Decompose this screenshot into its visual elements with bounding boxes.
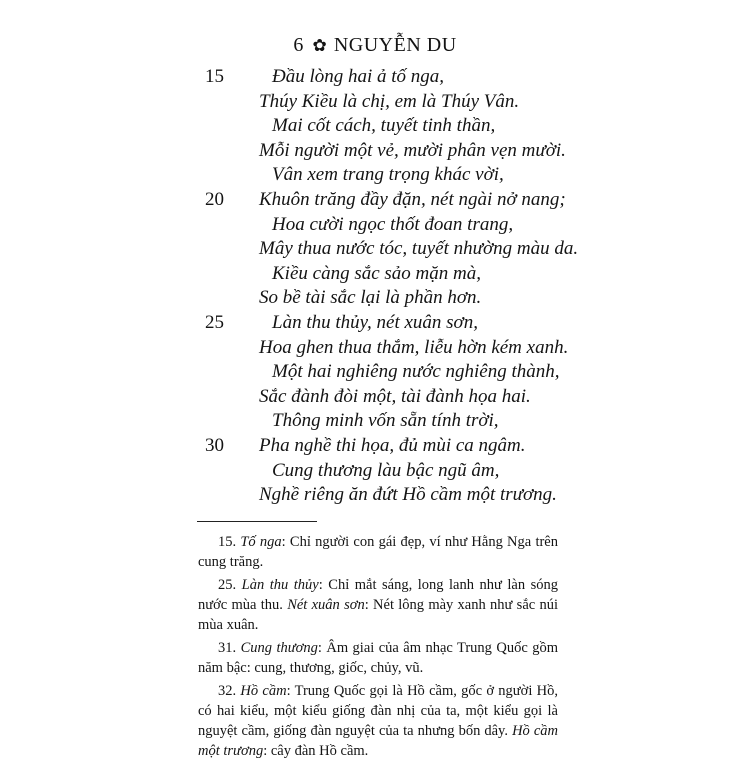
poem-line bbox=[0, 214, 750, 238]
verse-text: Cung thương làu bậc ngũ âm, bbox=[272, 459, 500, 481]
poem-line bbox=[0, 115, 750, 139]
footnote-text: : cây đàn Hồ cầm. bbox=[263, 743, 369, 759]
footnote-term: Hồ cầm bbox=[240, 683, 287, 699]
footnote-term: Nét xuân sơn bbox=[287, 597, 365, 613]
verse-text: Một hai nghiêng nước nghiêng thành, bbox=[272, 361, 560, 383]
author-name: NGUYỄN DU bbox=[333, 34, 457, 56]
line-number: 30 bbox=[205, 435, 224, 456]
footnote-text: : Âm giai của âm nhạc Trung Quốc gồm năm bậc: cung, thương, giốc, chủy, vũ. bbox=[198, 640, 558, 676]
footnote-term: Làn thu thủy bbox=[241, 577, 319, 593]
footnote-term: Hồ cầm một trương bbox=[198, 723, 558, 759]
verse-text: Mai cốt cách, tuyết tinh thần, bbox=[272, 115, 496, 137]
poem-line bbox=[0, 460, 750, 484]
flower-ornament-icon: ✿ bbox=[312, 36, 328, 55]
verse-text: Nghề riêng ăn đứt Hồ cầm một trương. bbox=[259, 484, 557, 506]
footnote-text: : Chỉ người con gái đẹp, ví như Hằng Nga trên cung trăng. bbox=[198, 534, 558, 570]
line-number: 25 bbox=[205, 312, 224, 333]
poem-line bbox=[0, 312, 750, 336]
footnote-term: Cung thương bbox=[240, 640, 318, 656]
poem-line bbox=[0, 386, 750, 410]
verse-text: Khuôn trăng đầy đặn, nét ngài nở nang; bbox=[259, 189, 566, 210]
footnote-term: Tố nga bbox=[240, 534, 282, 550]
poem-line bbox=[0, 238, 750, 262]
line-number: 20 bbox=[205, 189, 224, 210]
poem-line bbox=[0, 189, 750, 213]
footnote bbox=[198, 575, 558, 635]
verse-text: Thông minh vốn sẵn tính trời, bbox=[272, 410, 499, 432]
footnote-text: 15. bbox=[218, 534, 241, 550]
footnote-text: : Nét lông mày xanh như sắc núi mùa xuân. bbox=[198, 597, 559, 633]
poem-line bbox=[0, 361, 750, 385]
footnote bbox=[198, 681, 558, 761]
verse-text: Pha nghề thi họa, đủ mùi ca ngâm. bbox=[259, 435, 526, 456]
page-number: 6 bbox=[293, 34, 304, 56]
footnote-text: : Chỉ mắt sáng, long lanh như làn sóng nước mùa thu. bbox=[198, 577, 558, 613]
poem-line bbox=[0, 164, 750, 188]
footnote bbox=[198, 532, 558, 572]
footnote-text: 25. bbox=[218, 577, 242, 593]
verse-text: Thúy Kiều là chị, em là Thúy Vân. bbox=[259, 90, 520, 112]
footnote bbox=[198, 638, 558, 678]
poem-line bbox=[0, 410, 750, 434]
verse-text: Kiều càng sắc sảo mặn mà, bbox=[272, 262, 481, 284]
verse-text: Hoa ghen thua thắm, liễu hờn kém xanh. bbox=[259, 336, 569, 358]
poem-line bbox=[0, 287, 750, 311]
poem-line bbox=[0, 66, 750, 90]
poem-line bbox=[0, 435, 750, 459]
running-header bbox=[0, 34, 750, 57]
poem-line bbox=[0, 263, 750, 287]
poem-line bbox=[0, 140, 750, 164]
footnote-divider bbox=[197, 521, 317, 522]
verse-text: Sắc đành đòi một, tài đành họa hai. bbox=[259, 385, 531, 407]
verse-text: Vân xem trang trọng khác vời, bbox=[272, 164, 504, 186]
verse-text: Mỗi người một vẻ, mười phân vẹn mười. bbox=[259, 139, 566, 161]
verse-text: So bề tài sắc lại là phần hơn. bbox=[259, 287, 482, 309]
verse-text: Mây thua nước tóc, tuyết nhường màu da. bbox=[259, 238, 579, 260]
line-number: 15 bbox=[205, 66, 224, 87]
poem-line bbox=[0, 337, 750, 361]
footnote-text: 31. bbox=[218, 640, 241, 656]
footnotes bbox=[198, 532, 558, 764]
verse-text: Làn thu thủy, nét xuân sơn, bbox=[272, 312, 478, 333]
footnote-text: : Trung Quốc gọi là Hồ cầm, gốc ở người Hồ, có hai kiểu, một kiểu giống đàn nhị của ta, một kiểu gọi là nguyệt cầm, giống đàn nguyệt của ta nhưng bốn dây. bbox=[198, 683, 558, 739]
verse-text: Đầu lòng hai ả tố nga, bbox=[272, 66, 445, 87]
footnote-text: 32. bbox=[218, 683, 241, 699]
poem-line bbox=[0, 91, 750, 115]
verse-text: Hoa cười ngọc thốt đoan trang, bbox=[272, 213, 514, 235]
poem-line bbox=[0, 484, 750, 508]
